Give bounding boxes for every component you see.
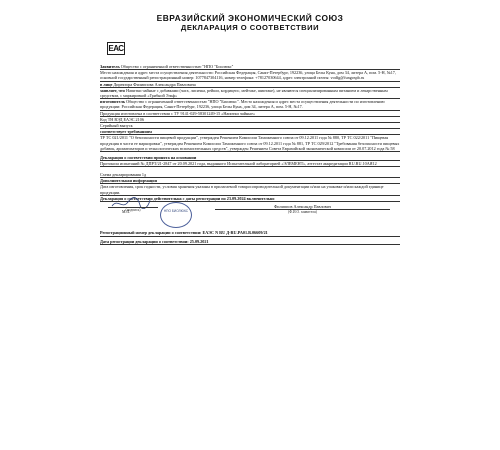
applicant-fio bbox=[215, 204, 390, 215]
applicant-name: Общество с ограниченной ответственностью "НПО "Биолюкс" bbox=[120, 64, 234, 69]
company-stamp: НПО БИОЛЮКС bbox=[160, 202, 192, 228]
seal-mark: М.П. bbox=[122, 209, 131, 214]
registration-number-label: Регистрационный номер декларации о соответствии: bbox=[100, 230, 202, 236]
manufacturer-text: Общество с ограниченной ответственностью "НПО "Биолюкс". Место нахождения и адрес места осуществления деятельности по изготовлению продукции: Российская Федерация, Санкт-Петербург, 192236, улица Белы Куна, дом 34, литера А, пом. 5-Н, №17. bbox=[100, 99, 385, 110]
requirements-label: соответствует требованиям bbox=[100, 129, 400, 135]
scheme-text: Схема декларирования 1д bbox=[100, 172, 400, 178]
rep-label: в лице bbox=[100, 81, 113, 87]
registration-date: 25.09.2021 bbox=[189, 239, 209, 245]
manufacturer-label: изготовитель bbox=[100, 99, 126, 105]
requirements-text: ТР ТС 021/2011 "О безопасности пищевой продукции", утвержден Решением Комиссии Таможенного союза от 09.12.2011 года № 880, ТР ТС 022/2011 "Пищевая продукция в части ее маркировки", утвержден Решением Комиссии Таможенного союза от 09.12.2011 года № 881, ТР ТС 029/2012 "Требования безопасности пищевых добавок, ароматизаторов и технологических вспомогательных средств", утвержден Решением Совета Евразийской экономической комиссии от 20.07.2012 года № 58 bbox=[100, 135, 400, 151]
document-body bbox=[100, 64, 400, 245]
basis-text: Протокола испытаний № ДПРТ/21-2847 от 20.09.2021 года, выданного Испытательной лабораторией «ЭЛЕМЕНТ», аттестат аккредитации RU.RU.10АЯ12 bbox=[100, 161, 400, 167]
product-standard: Продукция изготовлена в соответствии с ТУ 9141-029-58301249-15 «Напитки чайные» bbox=[100, 111, 400, 117]
eac-logo: ЕАС bbox=[108, 44, 124, 53]
document-header bbox=[100, 14, 400, 32]
registration-number: ЕАЭС N RU Д-RU.PA01.B.06609/21 bbox=[202, 230, 268, 236]
signature-caption: (подпись) bbox=[125, 207, 141, 212]
header-union: ЕВРАЗИЙСКИЙ ЭКОНОМИЧЕСКИЙ СОЮЗ bbox=[156, 13, 344, 23]
header-title: ДЕКЛАРАЦИЯ О СООТВЕТСТВИИ bbox=[180, 23, 320, 32]
declares-label: заявляет, что bbox=[100, 87, 126, 93]
signature-block bbox=[100, 202, 400, 228]
registration-number-row bbox=[100, 230, 400, 236]
declaration-document bbox=[100, 13, 400, 245]
validity-text: Декларация о соответствии действительна с даты регистрации по 23.09.2024 включительно bbox=[100, 196, 400, 202]
product-description: Напитки чайные с добавками (чага, лисичка, рейши, кордицепс, мейтаке, шиитаке), не являются специализированным питанием и лекарственным средством, с маркировкой «Грибной Эльф» bbox=[100, 87, 388, 99]
requirements-row bbox=[100, 129, 400, 152]
applicant-fio-name: Филиппов Александр Павлович bbox=[215, 204, 390, 210]
declares-row bbox=[100, 88, 400, 99]
additional-label: Дополнительная информация bbox=[100, 178, 400, 184]
registration-date-row bbox=[100, 239, 400, 245]
applicant-label: Заявитель bbox=[100, 64, 120, 69]
applicant-details: Место нахождения и адрес места осуществления деятельности: Российская Федерация, Санкт-Петербург, 192236, улица Белы Куна, дом 34, литера А, пом. 5-Н, №17, основной государственный регистрационный номер: 1077847304116, номер телефона: +78127030644, адрес электронной почты: vodfg@fungospb.ru bbox=[100, 70, 400, 81]
registration-date-label: Дата регистрации декларации о соответствии: bbox=[100, 239, 189, 245]
rep-name: Директора Филиппова Александра Павловича bbox=[113, 81, 196, 87]
additional-row bbox=[100, 178, 400, 196]
applicant-row bbox=[100, 64, 400, 88]
basis-row bbox=[100, 155, 400, 167]
tn-ved-code: Код ТН ВЭД ЕАЭС 2106 bbox=[100, 117, 400, 123]
basis-label: Декларация о соответствии принята на основании bbox=[100, 155, 400, 161]
applicant-fio-caption: (Ф.И.О. заявителя) bbox=[288, 210, 317, 215]
manufacturer-row bbox=[100, 99, 400, 129]
serial-release: Серийный выпуск bbox=[100, 123, 400, 129]
additional-text: Дата изготовления, срок годности, условия хранения указаны в прилагаемой товаросопроводительной документации и/или на упаковке и/или каждой единице продукции. bbox=[100, 184, 400, 195]
